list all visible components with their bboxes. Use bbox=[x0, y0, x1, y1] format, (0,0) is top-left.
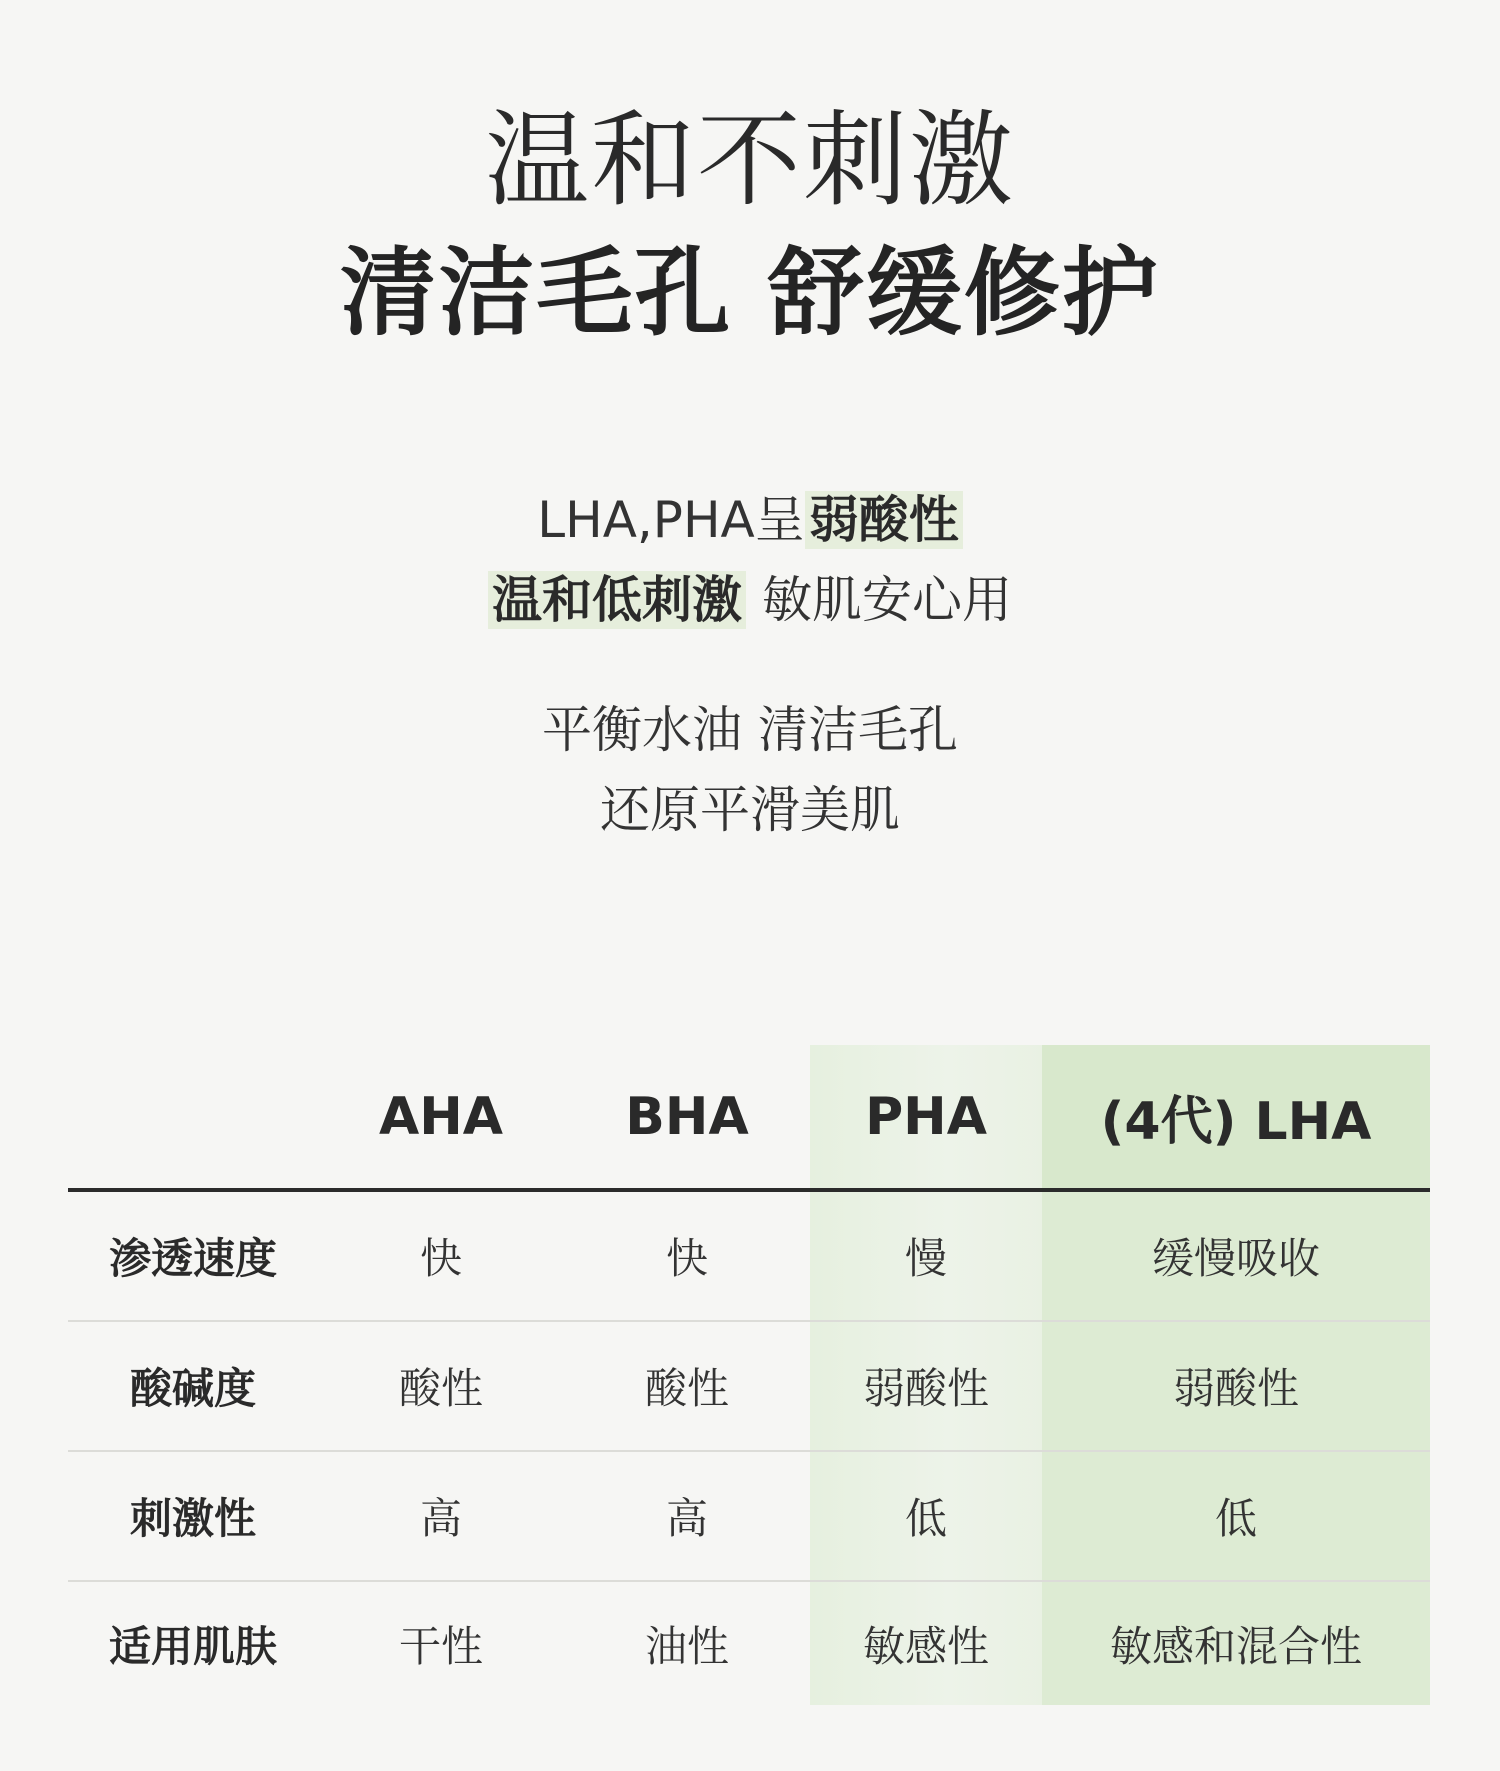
comparison-table bbox=[68, 1045, 1430, 1705]
table-cell: 慢 bbox=[904, 1234, 947, 1283]
table-cell: 弱酸性 bbox=[1172, 1364, 1299, 1413]
table-row bbox=[68, 1452, 1430, 1580]
table-cell: 高 bbox=[665, 1494, 708, 1543]
row-label: 刺激性 bbox=[129, 1494, 256, 1543]
row-label: 渗透速度 bbox=[108, 1234, 277, 1283]
intro-line-2 bbox=[0, 565, 1500, 635]
header-cell bbox=[68, 1045, 318, 1188]
table-cell: 敏感和混合性 bbox=[1109, 1621, 1362, 1671]
table-cell: 缓慢吸收 bbox=[1151, 1234, 1320, 1283]
header-pha: PHA bbox=[865, 1086, 987, 1147]
table-row bbox=[68, 1322, 1430, 1450]
table-cell: 快 bbox=[665, 1234, 708, 1283]
table-cell: 弱酸性 bbox=[862, 1364, 989, 1413]
table-cell: 高 bbox=[419, 1494, 462, 1543]
headline-line-1: 温和不刺激 bbox=[484, 99, 1015, 221]
intro-line-2-highlight: 温和低刺激 bbox=[488, 571, 746, 629]
intro-line-3: 平衡水油 清洁毛孔 bbox=[542, 701, 958, 759]
intro-line-2-suffix: 敏肌安心用 bbox=[746, 571, 1012, 629]
header-bha: BHA bbox=[625, 1086, 749, 1147]
table-cell: 低 bbox=[904, 1494, 947, 1543]
intro-line-1 bbox=[0, 485, 1500, 555]
intro-line-1-highlight: 弱酸性 bbox=[805, 491, 963, 549]
table-row bbox=[68, 1192, 1430, 1320]
header-lha: (4代) LHA bbox=[1100, 1092, 1372, 1152]
intro-line-1-prefix: LHA,PHA呈 bbox=[537, 491, 805, 549]
table-cell: 干性 bbox=[398, 1621, 483, 1671]
table-cell: 油性 bbox=[644, 1621, 729, 1671]
row-label: 酸碱度 bbox=[129, 1364, 256, 1413]
table-cell: 敏感性 bbox=[862, 1621, 989, 1671]
table-cell: 酸性 bbox=[644, 1364, 729, 1413]
table-cell: 低 bbox=[1214, 1494, 1257, 1543]
header-aha: AHA bbox=[378, 1086, 503, 1147]
headline-line-2: 清洁毛孔 舒缓修护 bbox=[340, 237, 1160, 349]
table-header-row bbox=[68, 1045, 1430, 1188]
table-cell: 酸性 bbox=[398, 1364, 483, 1413]
table-cell: 快 bbox=[419, 1234, 462, 1283]
row-label: 适用肌肤 bbox=[108, 1621, 277, 1671]
intro-line-4: 还原平滑美肌 bbox=[600, 781, 900, 839]
table-row bbox=[68, 1582, 1430, 1705]
